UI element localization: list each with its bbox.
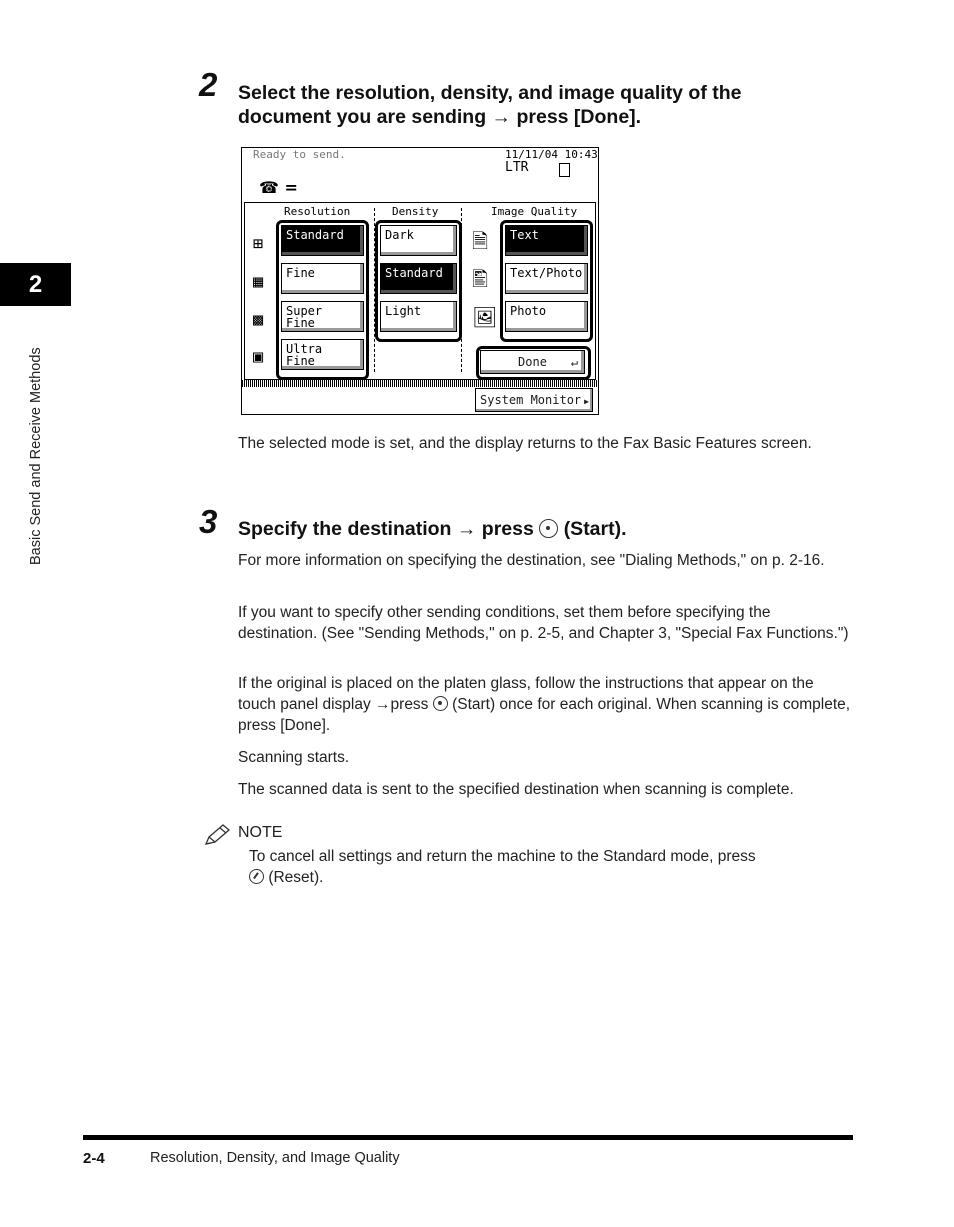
paragraph-text: If the original is placed on the platen glass, follow the instructions that appear on the touch panel display: [238, 675, 814, 713]
footer-rule: [83, 1135, 853, 1140]
done-label: Done: [518, 355, 547, 369]
step-title-text: document you are sending: [238, 106, 487, 128]
touch-panel-screenshot: [241, 147, 599, 415]
system-monitor-button[interactable]: [475, 388, 593, 412]
resolution-ultrafine-icon: ▣: [253, 347, 264, 367]
note-title: NOTE: [238, 824, 283, 841]
paper-size: LTR: [505, 160, 529, 175]
step-title-text: press: [481, 518, 534, 540]
right-arrow-icon: →: [375, 696, 391, 713]
note-text-part: To cancel all settings and return the machine to the Standard mode, press: [249, 848, 756, 865]
pencil-note-icon: [203, 823, 233, 847]
step-title-text: (Start).: [563, 518, 627, 540]
paragraph: If you want to specify other sending conditions, set them before specifying the destination. (See "Sending Methods," on p. 2-5, and Chapter 3, "Special Fax Functions."): [238, 604, 849, 642]
step-result: The selected mode is set, and the display returns to the Fax Basic Features screen.: [238, 435, 812, 452]
density-dark-button[interactable]: Dark: [380, 225, 457, 256]
resolution-ultrafine-button[interactable]: Ultra Fine: [281, 339, 364, 370]
density-header: Density: [392, 205, 439, 218]
step-title-line: Select the resolution, density, and image quality of the: [238, 82, 742, 104]
note-text-part: (Reset).: [268, 869, 324, 886]
chapter-tab: [0, 263, 71, 306]
paragraph: The scanned data is sent to the specified destination when scanning is complete.: [238, 781, 794, 798]
system-monitor-label: System Monitor: [480, 393, 582, 407]
enter-icon: ↵: [570, 355, 578, 369]
photo-document-icon: 🖼: [472, 305, 498, 329]
step-number: 3: [199, 503, 218, 540]
page-number: 2-4: [83, 1150, 105, 1167]
step-title: [238, 517, 627, 541]
status-text: Ready to send.: [253, 148, 346, 161]
right-arrow-icon: →: [456, 518, 477, 540]
reset-key-icon: [249, 869, 264, 884]
note-text: [249, 846, 809, 888]
chapter-number: 2: [28, 270, 43, 298]
step-title-line: [238, 105, 741, 129]
phone-icon: ☎ =: [259, 178, 298, 197]
text-photo-document-icon: 🖺: [472, 267, 489, 291]
step-title-text: Specify the destination: [238, 518, 452, 540]
start-key-icon: [539, 519, 558, 538]
paragraph-text: (Start) once for each original. When scanning is complete, press [Done].: [238, 696, 851, 734]
density-standard-button[interactable]: Standard: [380, 263, 457, 294]
resolution-superfine-icon: ▩: [253, 310, 264, 330]
resolution-fine-button[interactable]: Fine: [281, 263, 364, 294]
resolution-standard-icon: ⊞: [253, 234, 264, 254]
paragraph: [238, 673, 853, 736]
step-title: [238, 81, 741, 129]
phone-equals: =: [284, 178, 298, 197]
resolution-fine-icon: ▦: [253, 272, 264, 292]
quality-text-button[interactable]: Text: [505, 225, 588, 256]
density-light-button[interactable]: Light: [380, 301, 457, 332]
text-document-icon: 🗎: [472, 229, 489, 253]
image-quality-header: Image Quality: [491, 205, 578, 218]
start-key-icon: [433, 696, 448, 711]
datetime: 11/11/04 10:43: [505, 148, 598, 161]
paragraph-text: press: [390, 696, 429, 713]
paragraph: Scanning starts.: [238, 749, 350, 766]
quality-photo-button[interactable]: Photo: [505, 301, 588, 332]
paper-icon: [559, 163, 570, 177]
resolution-standard-button[interactable]: Standard: [281, 225, 364, 256]
quality-text-photo-button[interactable]: Text/Photo: [505, 263, 588, 294]
right-arrow-icon: →: [491, 106, 512, 128]
arrow-right-icon: ▶: [584, 397, 589, 406]
divider-hatch: [242, 380, 598, 387]
paragraph: For more information on specifying the destination, see "Dialing Methods," on p. 2-16.: [238, 552, 825, 569]
chapter-title: Basic Send and Receive Methods: [28, 347, 44, 565]
step-title-text: press [Done].: [516, 106, 642, 128]
footer-title: Resolution, Density, and Image Quality: [150, 1150, 400, 1166]
resolution-superfine-button[interactable]: Super Fine: [281, 301, 364, 332]
step-number: 2: [199, 66, 218, 103]
resolution-header: Resolution: [284, 205, 351, 218]
done-button[interactable]: [480, 350, 585, 374]
